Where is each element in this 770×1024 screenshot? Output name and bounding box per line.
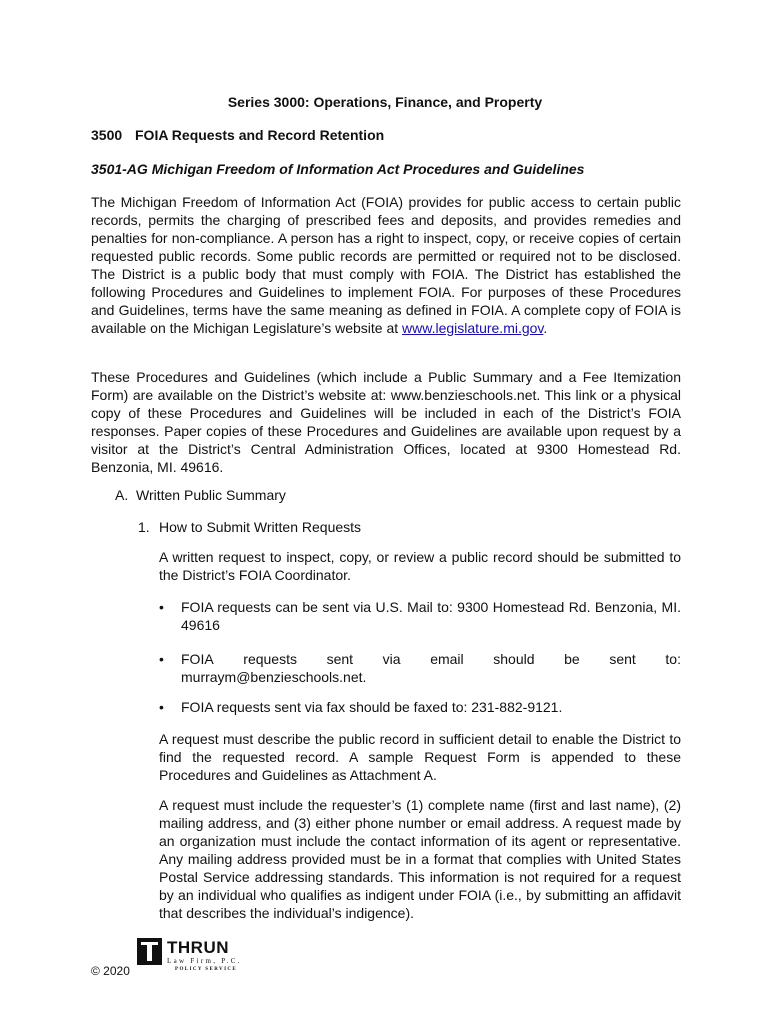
word: sent	[326, 651, 354, 667]
section-a-title: Written Public Summary	[136, 487, 286, 503]
submit-paragraph: A written request to inspect, copy, or review a public record should be submitted to the District’s FOIA Coordinator.	[159, 549, 681, 583]
policy-title: 3501-AG Michigan Freedom of Information Act Procedures and Guidelines	[91, 161, 585, 177]
bullet-item-email	[159, 650, 681, 686]
email-address: murraym@benzieschools.net.	[181, 669, 367, 685]
section-heading	[91, 127, 384, 143]
intro-paragraph	[91, 193, 681, 337]
word: via	[382, 651, 401, 667]
series-heading: Series 3000: Operations, Finance, and Property	[227, 94, 543, 110]
section-a-marker: A.	[115, 487, 129, 503]
logo-subtitle: Law Firm, P.C.	[167, 957, 242, 965]
thrun-logo	[137, 938, 247, 978]
legislature-link[interactable]: www.legislature.mi.gov	[402, 320, 544, 336]
bullet-icon: •	[159, 699, 164, 715]
section-title: FOIA Requests and Record Retention	[135, 127, 385, 143]
bullet-text: FOIA requests can be sent via U.S. Mail to: 9300 Homestead Rd. Benzonia, MI. 49616	[181, 599, 681, 633]
bullet-icon: •	[159, 651, 164, 667]
bullet-item-fax	[159, 698, 681, 716]
subsection-1-marker: 1.	[138, 519, 150, 535]
section-a-heading	[115, 487, 286, 503]
intro-end: .	[543, 320, 548, 336]
word: be	[564, 651, 580, 667]
word: requests	[243, 651, 297, 667]
word: FOIA	[181, 651, 214, 667]
bullet-line-justified	[181, 650, 681, 668]
word: should	[493, 651, 535, 667]
logo-policy-service: POLICY SERVICE	[175, 967, 238, 972]
copyright-text: © 2020	[91, 964, 130, 978]
describe-paragraph: A request must describe the public record in sufficient detail to enable the District to find the requested record. A sample Request Form is appended to these Procedures and Guidelines as Attachment A.	[159, 731, 681, 783]
bullet-text: FOIA requests sent via fax should be faxed to: 231-882-9121.	[181, 699, 563, 715]
availability-paragraph: These Procedures and Guidelines (which include a Public Summary and a Fee Itemization Form) are available on the District’s website at: www.benzieschools.net. This link or a physical copy of these Procedures and Guidelines will be included in each of the District’s FOIA responses. Paper copies of these Procedures and Guidelines are available upon request by a visitor at the District’s Central Administration Offices, located at 9300 Homestead Rd. Benzonia, MI. 49616.	[91, 369, 681, 475]
bullet-item-mail	[159, 598, 681, 634]
word: email	[430, 651, 464, 667]
logo-name: THRUN	[167, 938, 229, 957]
subsection-1-title: How to Submit Written Requests	[159, 519, 362, 535]
section-number: 3500	[91, 127, 123, 143]
word: to:	[665, 651, 681, 667]
subsection-1-heading	[138, 519, 361, 535]
word: sent	[609, 651, 636, 667]
logo-t-icon	[137, 938, 162, 965]
include-paragraph: A request must include the requester’s (1) complete name (first and last name), (2) mailing address, and (3) either phone number or email address. A request made by an organization must include the contact information of its agent or representative. Any mailing address provided must be in a format that complies with United States Postal Service addressing standards. This information is not required for a request by an individual who qualifies as indigent under FOIA (i.e., by submitting an affidavit that describes the individual’s indigence).	[159, 797, 681, 921]
bullet-text	[181, 650, 681, 686]
intro-text: The Michigan Freedom of Information Act (FOIA) provides for public access to certain public records, permits the charging of prescribed fees and deposits, and provides remedies and penalties for non-compliance. A person has a right to inspect, copy, or receive copies of certain requested public records. Some public records are permitted or required not to be disclosed. The District is a public body that must comply with FOIA. The District has established the following Procedures and Guidelines to implement FOIA. For purposes of these Procedures and Guidelines, terms have the same meaning as defined in FOIA. A complete copy of FOIA is available on the Michigan Legislature’s website at	[91, 194, 681, 336]
bullet-icon: •	[159, 599, 164, 615]
